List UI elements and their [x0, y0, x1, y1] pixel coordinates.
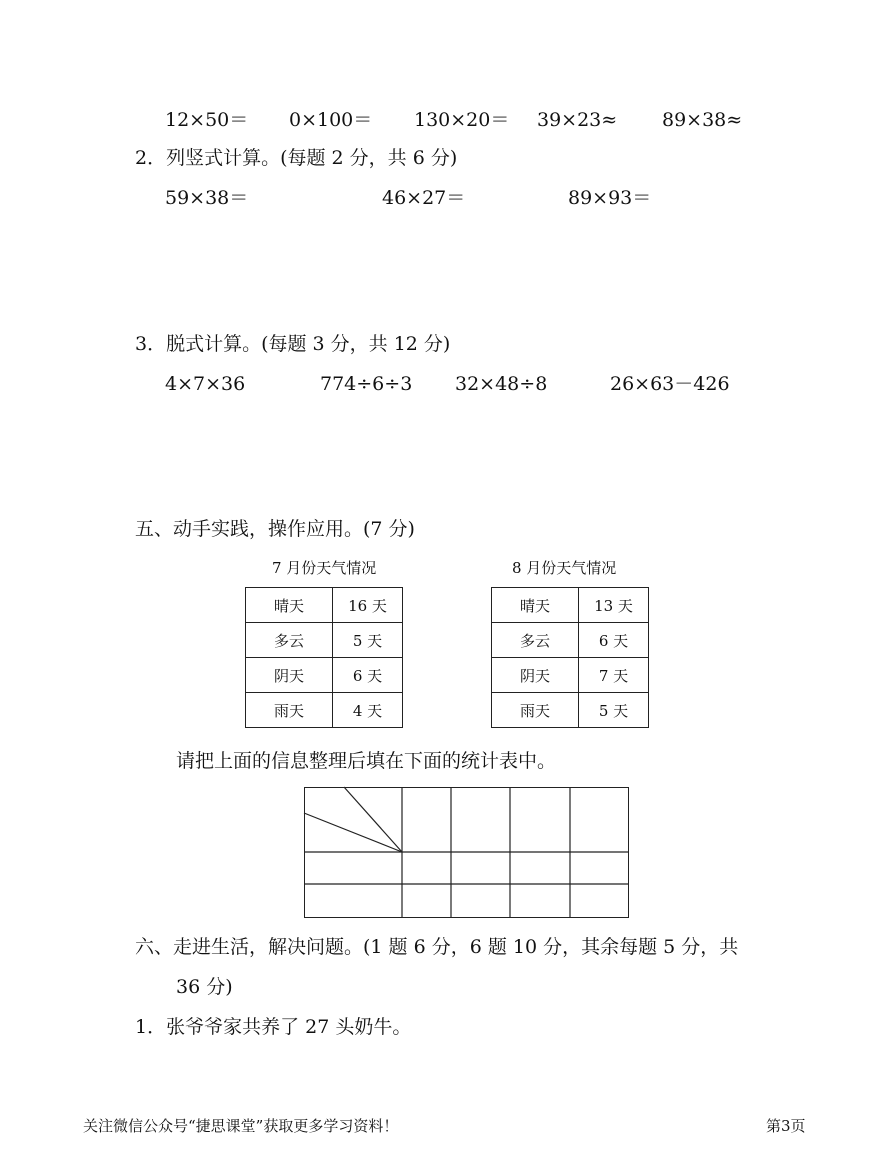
blank-statistics-table: [304, 787, 629, 918]
table-row: 晴天 16 天: [246, 588, 403, 623]
section5-instruction: 请把上面的信息整理后填在下面的统计表中。: [176, 750, 557, 772]
q3-item-2: 774÷6÷3: [320, 373, 413, 395]
table-row: 阴天 7 天: [492, 658, 649, 693]
oral-calc-5: 89×38≈: [662, 109, 743, 131]
q3-item-3: 32×48÷8: [455, 373, 548, 395]
oral-calc-1: 12×50＝: [165, 109, 249, 131]
table-row: 阴天 6 天: [246, 658, 403, 693]
section6-title-line2: 36 分): [176, 976, 233, 998]
table-row: 雨天 5 天: [492, 693, 649, 728]
oral-calc-4: 39×23≈: [537, 109, 618, 131]
july-weather-table: [245, 587, 403, 728]
table-row: 雨天 4 天: [246, 693, 403, 728]
table-row: 多云 6 天: [492, 623, 649, 658]
july-table-caption: 7 月份天气情况: [272, 559, 377, 577]
page-number: 第3页: [766, 1117, 806, 1135]
q3-title: 3．脱式计算。(每题 3 分，共 12 分): [135, 333, 451, 355]
section5-title: 五、动手实践，操作应用。(7 分): [135, 518, 415, 540]
q3-item-4: 26×63－426: [610, 373, 730, 395]
section6-question-1: 1．张爷爷家共养了 27 头奶牛。: [135, 1016, 412, 1038]
q3-item-1: 4×7×36: [165, 373, 246, 395]
section6-title-line1: 六、走进生活，解决问题。(1 题 6 分，6 题 10 分，其余每题 5 分，共: [135, 936, 739, 958]
oral-calc-2: 0×100＝: [289, 109, 373, 131]
q2-item-2: 46×27＝: [382, 187, 466, 209]
footer-note: 关注微信公众号“捷思课堂”获取更多学习资料！: [83, 1117, 399, 1135]
q2-item-1: 59×38＝: [165, 187, 249, 209]
table-row: 晴天 13 天: [492, 588, 649, 623]
oral-calc-3: 130×20＝: [414, 109, 510, 131]
august-table-caption: 8 月份天气情况: [512, 559, 617, 577]
q2-title: 2．列竖式计算。(每题 2 分，共 6 分): [135, 147, 458, 169]
august-weather-table: [491, 587, 649, 728]
statistics-table-grid: [304, 787, 629, 918]
table-row: 多云 5 天: [246, 623, 403, 658]
q2-item-3: 89×93＝: [568, 187, 652, 209]
